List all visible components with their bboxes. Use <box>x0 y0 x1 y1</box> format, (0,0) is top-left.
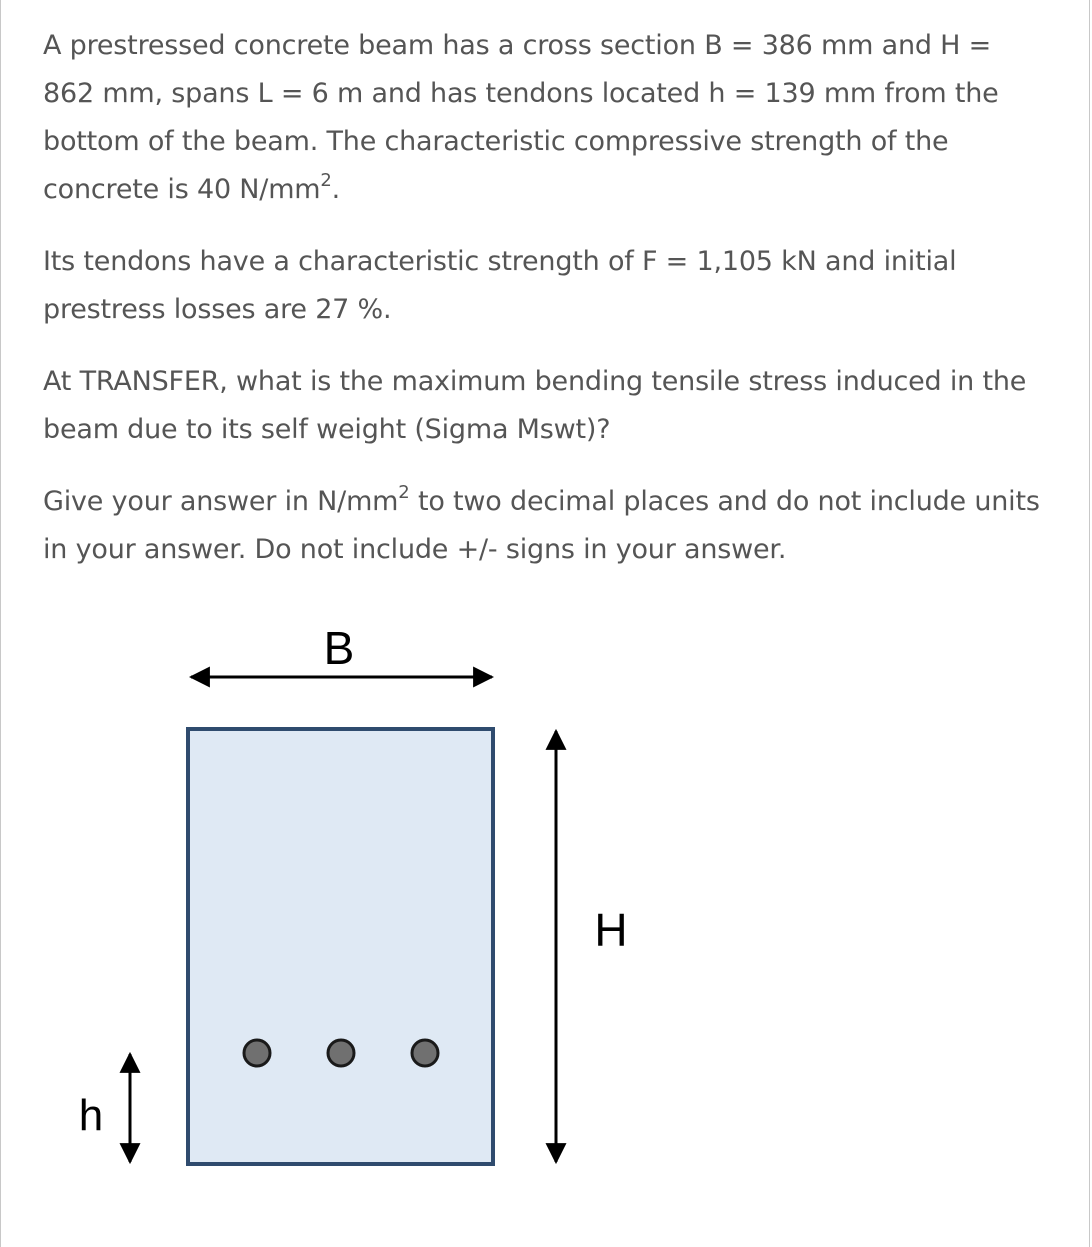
beam-cross-section-diagram <box>1 600 1092 1220</box>
width-label: B <box>323 622 355 674</box>
tendon-circle <box>412 1040 438 1066</box>
question-text <box>43 22 1043 598</box>
question-paragraph-4: Give your answer in $N/mm^2$ to two decimal places and do not include units in your answer. Do not include +/- signs in your answer. <box>43 482 1040 565</box>
tendon-circle <box>244 1040 270 1066</box>
beam-section <box>188 729 493 1164</box>
question-paragraph-2: Its tendons have a characteristic strength of F = 1,105 kN and initial prestress losses are 27 %. <box>43 246 957 325</box>
question-paragraph-3: At TRANSFER, what is the maximum bending tensile stress induced in the beam due to its self weight (Sigma Mswt)? <box>43 366 1027 445</box>
question-paragraph-1: A prestressed concrete beam has a cross section B = 386 mm and H = 862 mm, spans L = 6 m and has tendons located h = 139 mm from the bottom of the beam. The characteristic compressive strength of the concrete is 40 $N/mm^2$. <box>43 30 999 205</box>
tendon-circle <box>328 1040 354 1066</box>
height-label: H <box>594 904 628 956</box>
tendon-offset-label: h <box>78 1091 104 1140</box>
